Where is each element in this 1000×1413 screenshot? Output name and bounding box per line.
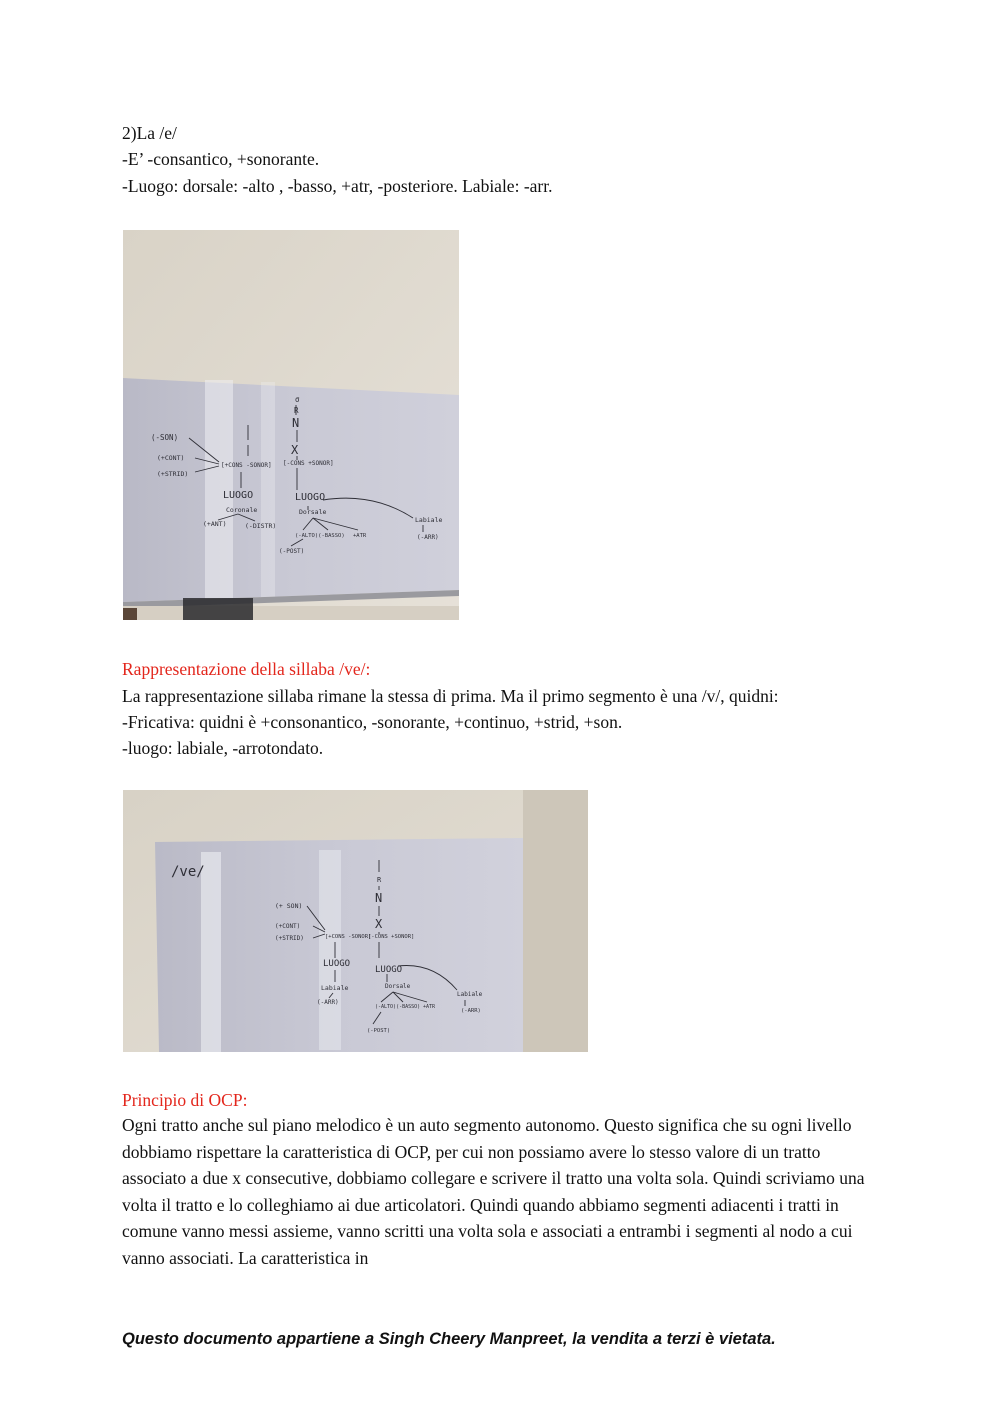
feature-alto-basso: (-ALTO)(-BASSO) bbox=[295, 533, 345, 539]
whiteboard-drawing bbox=[123, 790, 588, 1052]
section-heading-ocp: Principio di OCP: bbox=[122, 1090, 248, 1110]
tree-r: R bbox=[294, 406, 299, 415]
feature-alto-basso: (-ALTO)(-BASSO) bbox=[375, 1004, 421, 1010]
luogo-right: LUOGO bbox=[375, 965, 403, 975]
feature-atr: +ATR bbox=[353, 533, 367, 539]
luogo-left: LUOGO bbox=[223, 490, 254, 501]
luogo-left: LUOGO bbox=[323, 959, 351, 969]
section-heading-e: 2)La /e/ bbox=[122, 123, 177, 143]
labiale-label-left: Labiale bbox=[321, 984, 349, 992]
whiteboard-drawing bbox=[123, 230, 459, 620]
tree-sigma: σ bbox=[295, 395, 300, 404]
section-heading-ve: Rappresentazione della sillaba /ve/: bbox=[122, 659, 371, 679]
labiale-label-right: Labiale bbox=[457, 991, 483, 998]
feature-arr-left: (-ARR) bbox=[317, 999, 339, 1006]
feature-arr-right: (-ARR) bbox=[461, 1008, 481, 1014]
feature-line: -Luogo: dorsale: -alto , -basso, +atr, -posteriore. Labiale: -arr. bbox=[122, 176, 553, 196]
feature-ant: (+ANT) bbox=[203, 520, 227, 528]
tree-x: X bbox=[291, 443, 299, 457]
ocp-paragraph: Ogni tratto anche sul piano melodico è un auto segmento autonomo. Questo significa che su ogni livello dobbiamo rispettare la caratteristica di OCP, per cui non possiamo avere lo stesso valore di un tratto associato a due x consecutive, dobbiamo collegare e scrivere il tratto una volta sola. Quindi scriviamo una volta il tratto e lo colleghiamo ai due articolatori. Quindi quando abbiamo segmenti adiacenti i tratti in comune vanno messi assieme, vanno scritti una volta sola e associati a entrambi i segmenti al nodo a cui vanno associati. La caratteristica in bbox=[122, 1115, 865, 1268]
body-line: -luogo: labiale, -arrotondato. bbox=[122, 738, 324, 758]
feature-strid: (+STRID) bbox=[157, 470, 189, 478]
feature-cont: (+CONT) bbox=[157, 454, 185, 462]
feature-distr: (-DISTR) bbox=[245, 522, 277, 530]
feature-arr: (-ARR) bbox=[417, 534, 439, 541]
luogo-right: LUOGO bbox=[295, 492, 326, 503]
matrix-right: [-CONS +SONOR] bbox=[283, 460, 334, 467]
labiale-label: Labiale bbox=[415, 516, 443, 524]
feature-atr: +ATR bbox=[423, 1004, 436, 1010]
matrix-left: [+CONS -SONOR] bbox=[325, 934, 372, 940]
feature-post: (-POST) bbox=[279, 548, 305, 555]
body-line: La rappresentazione sillaba rimane la stessa di prima. Ma il primo segmento è una /v/, quidni: bbox=[122, 686, 779, 706]
feature-line: -E’ -consantico, +sonorante. bbox=[122, 149, 320, 169]
feature-strid: (+STRID) bbox=[275, 935, 304, 942]
matrix-left: [+CONS -SONOR] bbox=[221, 462, 272, 469]
tree-n: N bbox=[292, 416, 300, 430]
dorsale-label: Dorsale bbox=[385, 983, 411, 990]
dorsale-label: Dorsale bbox=[299, 508, 327, 516]
coronale-label: Coronale bbox=[226, 506, 258, 514]
body-line: -Fricativa: quidni è +consonantico, -sonorante, +continuo, +strid, +son. bbox=[122, 712, 623, 732]
footer-notice: Questo documento appartiene a Singh Cheery Manpreet, la vendita a terzi è vietata. bbox=[122, 1330, 776, 1348]
feature-post: (-POST) bbox=[367, 1028, 391, 1034]
tree-n: N bbox=[375, 891, 383, 905]
matrix-right: [-CONS +SONOR] bbox=[368, 934, 415, 940]
tree-x: X bbox=[375, 917, 383, 931]
feature-son: (+ SON) bbox=[275, 902, 303, 910]
feature-son: (-SON) bbox=[151, 433, 179, 442]
tree-ve: /ve/ bbox=[171, 864, 205, 880]
whiteboard-photo-1 bbox=[123, 230, 459, 620]
whiteboard-photo-2 bbox=[123, 790, 588, 1052]
tree-r: R bbox=[377, 876, 382, 884]
feature-cont: (+CONT) bbox=[275, 923, 301, 930]
